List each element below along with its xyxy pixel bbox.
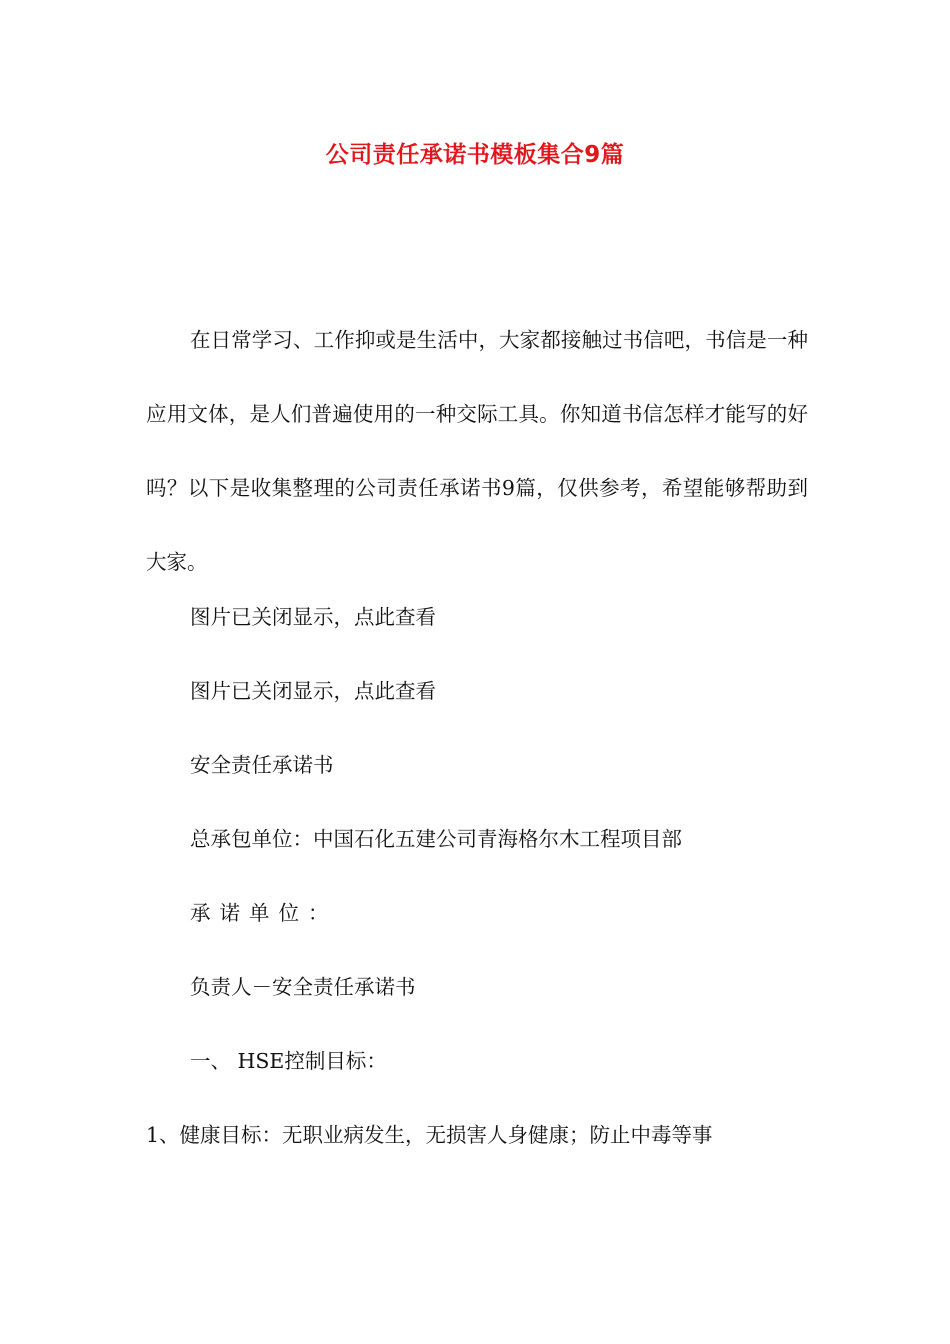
image-hidden-link-2[interactable]: 图片已关闭显示，点此查看 bbox=[190, 679, 436, 703]
health-goal-line: 1、健康目标：无职业病发生，无损害人身健康；防止中毒等事 bbox=[146, 1123, 713, 1147]
hse-goal-heading: 一、 HSE控制目标： bbox=[190, 1049, 387, 1073]
intro-paragraph: 在日常学习、工作抑或是生活中，大家都接触过书信吧，书信是一种应用文体，是人们普遍使用的一种交际工具。你知道书信怎样才能写的好吗？以下是收集整理的公司责任承诺书9篇，仅供参考，希望能够帮助到大家。 bbox=[146, 328, 808, 574]
section-heading: 安全责任承诺书 bbox=[190, 753, 334, 777]
document-body bbox=[146, 322, 808, 1154]
committing-unit-line: 承诺单位： bbox=[190, 901, 338, 925]
document-title: 公司责任承诺书模板集合9篇 bbox=[325, 142, 625, 168]
contractor-line: 总承包单位：中国石化五建公司青海格尔木工程项目部 bbox=[190, 827, 682, 851]
responsible-person-line: 负责人－安全责任承诺书 bbox=[190, 975, 416, 999]
image-hidden-link-1[interactable]: 图片已关闭显示，点此查看 bbox=[190, 605, 436, 629]
